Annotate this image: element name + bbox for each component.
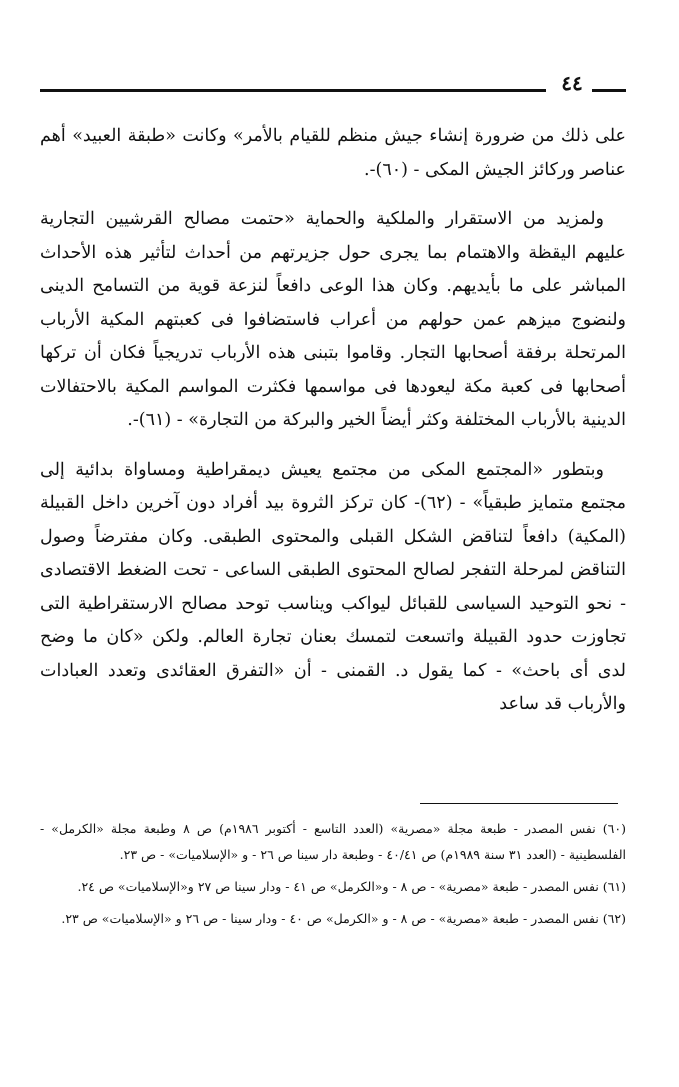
paragraph: ولمزيد من الاستقرار والملكية والحماية «حتمت مصالح القرشيين التجارية عليهم اليقظة والاهتمام بما يجرى حول جزيرتهم من أحداث لتأثير هذه الأحداث المباشر على ما بأيديهم. وكان هذا الوعى دافعاً لنزعة قوية من التسامح الدينى ولنضوج ميزهم عمن حولهم من أعراب فاستضافوا فى كعبتهم المكية الأرباب المرتحلة برفقة أصحابها التجار. وقاموا بتبنى هذه الأرباب تدريجياً فكان أن تركها أصحابها فى كعبة مكة ليعودها فى مواسمها فكثرت المواسم المكية بالاحتفالات الدينية بالأرباب المختلفة وكثر أيضاً الخير والبركة من التجارة» - (٦١)-. [40, 209, 626, 430]
footnote: (٦٢) نفس المصدر - طبعة «مصرية» - ص ٨ - و «الكرمل» ص ٤٠ - ودار سينا - ص ٢٦ و «الإسلاميات» ص ٢٣. [61, 911, 626, 926]
header-rule-short [592, 89, 626, 92]
page-number: ٤٤ [561, 71, 583, 95]
header-rule [40, 89, 546, 92]
paragraph: وبتطور «المجتمع المكى من مجتمع يعيش ديمقراطية ومساواة بدائية إلى مجتمع متمايز طبقياً» - (٦٢)- كان تركز الثروة بيد أفراد دون آخرين داخل القبيلة (المكية) دافعاً لتناقض الشكل القبلى والمحتوى الطبقى. وكان مفترضاً وصول التناقض لمرحلة التفجر لصالح المحتوى الطبقى الساعى - تحت الضغط الاقتصادى - نحو التوحيد السياسى للقبائل ليواكب ويناسب توحد مصالح الارستقراطية التى تجاوزت حدود القبيلة واتسعت لتمسك بعنان تجارة العالم. ولكن «كان ما وضح لدى أى باحث» - كما يقول د. القمنى - أن «التفرق العقائدى وتعدد العبادات والأرباب قد ساعد [40, 459, 626, 714]
footnote: (٦٠) نفس المصدر - طبعة مجلة «مصرية» (العدد التاسع - أكتوبر ١٩٨٦م) ص ٨ وطبعة مجلة «الكرمل» - الفلسطينية - (العدد ٣١ سنة ١٩٨٩م) ص ٤٠/٤١ - وطبعة دار سينا ص ٢٦ - و «الإسلاميات» - ص ٢٣. [40, 821, 626, 862]
body-text [40, 120, 626, 738]
page-header [40, 72, 626, 96]
footnote-separator [420, 803, 618, 804]
paragraph: على ذلك من ضرورة إنشاء جيش منظم للقيام بالأمر» وكانت «طبقة العبيد» أهم عناصر وركائز الجيش المكى - (٦٠)-. [40, 126, 626, 180]
footnote: (٦١) نفس المصدر - طبعة «مصرية» - ص ٨ - و«الكرمل» ص ٤١ - ودار سينا ص ٢٧ و«الإسلاميات» ص ٢٤. [77, 879, 626, 894]
footnotes [40, 816, 626, 938]
